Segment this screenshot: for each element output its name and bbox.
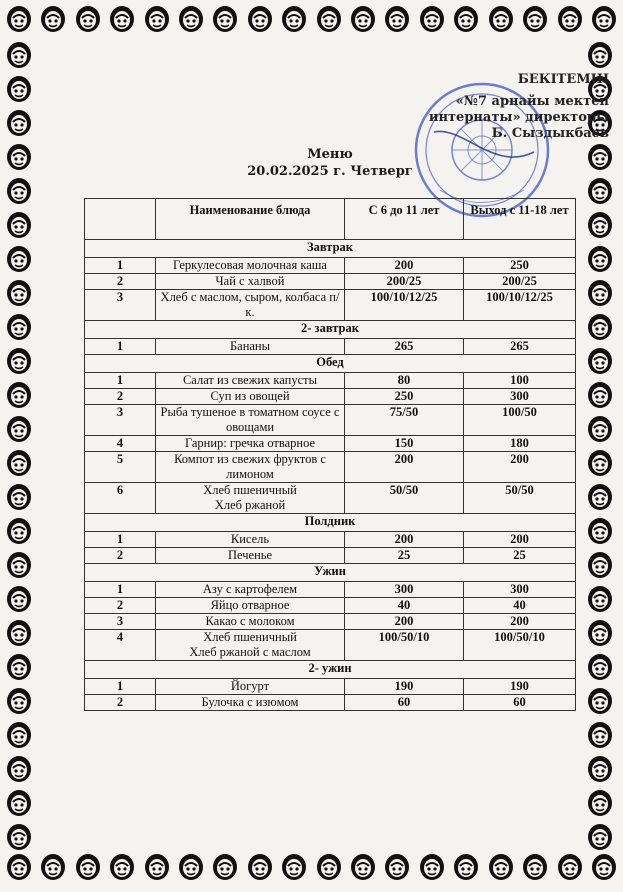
ornament-icon xyxy=(4,108,34,138)
row-number: 1 xyxy=(85,532,156,548)
ornament-icon xyxy=(4,584,34,614)
table-row xyxy=(85,483,576,514)
ornament-icon xyxy=(4,822,34,852)
ornament-icon xyxy=(4,414,34,444)
dish-name: Салат из свежих капусты xyxy=(156,373,345,389)
ornament-icon xyxy=(4,686,34,716)
decorative-border-right xyxy=(585,40,621,852)
dish-name: Чай с халвой xyxy=(156,274,345,290)
ornament-icon xyxy=(4,720,34,750)
section-row xyxy=(85,355,576,373)
approval-line-3: Б. Сыздыкбаев xyxy=(491,126,609,141)
decorative-border-top xyxy=(4,4,619,40)
dish-name: Хлеб с маслом, сыром, колбаса п/к. xyxy=(156,290,345,321)
dish-name: Хлеб пшеничный Хлеб ржаной с маслом xyxy=(156,630,345,661)
table-row xyxy=(85,614,576,630)
table-row xyxy=(85,436,576,452)
row-number: 2 xyxy=(85,274,156,290)
table-row xyxy=(85,452,576,483)
section-title: Завтрак xyxy=(85,240,576,258)
row-number: 3 xyxy=(85,614,156,630)
row-number: 4 xyxy=(85,630,156,661)
ornament-icon xyxy=(279,4,309,34)
portion-11-18: 180 xyxy=(464,436,576,452)
ornament-icon xyxy=(4,448,34,478)
portion-6-11: 300 xyxy=(345,582,464,598)
ornament-icon xyxy=(382,852,412,882)
portion-11-18: 40 xyxy=(464,598,576,614)
ornament-icon xyxy=(4,176,34,206)
ornament-icon xyxy=(245,4,275,34)
ornament-icon xyxy=(142,852,172,882)
portion-11-18: 25 xyxy=(464,548,576,564)
portion-6-11: 25 xyxy=(345,548,464,564)
section-title: Ужин xyxy=(85,564,576,582)
section-row xyxy=(85,321,576,339)
ornament-icon xyxy=(417,4,447,34)
portion-6-11: 190 xyxy=(345,679,464,695)
ornament-icon xyxy=(38,4,68,34)
portion-11-18: 190 xyxy=(464,679,576,695)
portion-6-11: 60 xyxy=(345,695,464,711)
dish-name: Хлеб пшеничный Хлеб ржаной xyxy=(156,483,345,514)
ornament-icon xyxy=(142,4,172,34)
ornament-icon xyxy=(585,652,615,682)
table-row xyxy=(85,695,576,711)
dish-name: Геркулесовая молочная каша xyxy=(156,258,345,274)
portion-11-18: 200 xyxy=(464,452,576,483)
row-number: 1 xyxy=(85,582,156,598)
section-row xyxy=(85,240,576,258)
ornament-icon xyxy=(585,380,615,410)
portion-6-11: 265 xyxy=(345,339,464,355)
column-header-dish: Наименование блюда xyxy=(156,199,345,240)
portion-11-18: 60 xyxy=(464,695,576,711)
row-number: 1 xyxy=(85,679,156,695)
ornament-icon xyxy=(585,414,615,444)
table-row xyxy=(85,339,576,355)
ornament-icon xyxy=(585,754,615,784)
portion-6-11: 200 xyxy=(345,258,464,274)
portion-6-11: 200 xyxy=(345,614,464,630)
ornament-icon xyxy=(585,40,615,70)
ornament-icon xyxy=(486,4,516,34)
dish-name: Булочка с изюмом xyxy=(156,695,345,711)
ornament-icon xyxy=(4,380,34,410)
ornament-icon xyxy=(585,550,615,580)
row-number: 5 xyxy=(85,452,156,483)
portion-11-18: 100/50 xyxy=(464,405,576,436)
ornament-icon xyxy=(4,74,34,104)
table-row xyxy=(85,405,576,436)
portion-6-11: 40 xyxy=(345,598,464,614)
table-row xyxy=(85,598,576,614)
section-row xyxy=(85,661,576,679)
portion-11-18: 200/25 xyxy=(464,274,576,290)
section-title: 2- завтрак xyxy=(85,321,576,339)
ornament-icon xyxy=(4,346,34,376)
ornament-icon xyxy=(589,852,619,882)
ornament-icon xyxy=(585,346,615,376)
portion-6-11: 200/25 xyxy=(345,274,464,290)
ornament-icon xyxy=(4,550,34,580)
portion-11-18: 200 xyxy=(464,532,576,548)
portion-6-11: 200 xyxy=(345,532,464,548)
table-row xyxy=(85,290,576,321)
row-number: 2 xyxy=(85,695,156,711)
table-row xyxy=(85,274,576,290)
ornament-icon xyxy=(555,4,585,34)
ornament-icon xyxy=(73,852,103,882)
ornament-icon xyxy=(348,852,378,882)
decorative-border-left xyxy=(4,40,40,852)
ornament-icon xyxy=(4,852,34,882)
ornament-icon xyxy=(585,618,615,648)
ornament-icon xyxy=(520,852,550,882)
ornament-icon xyxy=(4,788,34,818)
row-number: 2 xyxy=(85,548,156,564)
ornament-icon xyxy=(4,244,34,274)
ornament-icon xyxy=(4,618,34,648)
ornament-icon xyxy=(486,852,516,882)
ornament-icon xyxy=(585,176,615,206)
ornament-icon xyxy=(585,142,615,172)
table-row xyxy=(85,258,576,274)
portion-6-11: 50/50 xyxy=(345,483,464,514)
portion-6-11: 75/50 xyxy=(345,405,464,436)
ornament-icon xyxy=(585,482,615,512)
ornament-icon xyxy=(4,652,34,682)
portion-11-18: 200 xyxy=(464,614,576,630)
table-row xyxy=(85,389,576,405)
ornament-icon xyxy=(176,852,206,882)
portion-6-11: 80 xyxy=(345,373,464,389)
ornament-icon xyxy=(4,516,34,546)
ornament-icon xyxy=(4,312,34,342)
dish-name: Суп из овощей xyxy=(156,389,345,405)
column-header-age-6-11: С 6 до 11 лет xyxy=(345,199,464,240)
ornament-icon xyxy=(279,852,309,882)
menu-table xyxy=(84,198,576,711)
table-header-row xyxy=(85,199,576,240)
ornament-icon xyxy=(4,142,34,172)
ornament-icon xyxy=(585,210,615,240)
section-row xyxy=(85,514,576,532)
ornament-icon xyxy=(314,852,344,882)
row-number: 2 xyxy=(85,389,156,405)
ornament-icon xyxy=(585,448,615,478)
dish-name: Печенье xyxy=(156,548,345,564)
table-row xyxy=(85,373,576,389)
ornament-icon xyxy=(107,852,137,882)
ornament-icon xyxy=(585,822,615,852)
portion-6-11: 150 xyxy=(345,436,464,452)
ornament-icon xyxy=(589,4,619,34)
dish-name: Гарнир: гречка отварное xyxy=(156,436,345,452)
portion-11-18: 300 xyxy=(464,389,576,405)
ornament-icon xyxy=(4,40,34,70)
table-row xyxy=(85,532,576,548)
ornament-icon xyxy=(4,278,34,308)
dish-name: Рыба тушеное в томатном соусе с овощами xyxy=(156,405,345,436)
row-number: 1 xyxy=(85,258,156,274)
section-title: Обед xyxy=(85,355,576,373)
ornament-icon xyxy=(451,852,481,882)
dish-name: Компот из свежих фруктов с лимоном xyxy=(156,452,345,483)
dish-name: Яйцо отварное xyxy=(156,598,345,614)
portion-11-18: 100/10/12/25 xyxy=(464,290,576,321)
section-title: 2- ужин xyxy=(85,661,576,679)
portion-11-18: 300 xyxy=(464,582,576,598)
ornament-icon xyxy=(73,4,103,34)
ornament-icon xyxy=(555,852,585,882)
ornament-icon xyxy=(585,686,615,716)
row-number: 3 xyxy=(85,405,156,436)
ornament-icon xyxy=(4,482,34,512)
dish-name: Йогурт xyxy=(156,679,345,695)
dish-name: Азу с картофелем xyxy=(156,582,345,598)
decorative-border-bottom xyxy=(4,852,619,888)
row-number: 3 xyxy=(85,290,156,321)
ornament-icon xyxy=(585,312,615,342)
column-header-number xyxy=(85,199,156,240)
ornament-icon xyxy=(520,4,550,34)
ornament-icon xyxy=(417,852,447,882)
ornament-icon xyxy=(4,754,34,784)
ornament-icon xyxy=(382,4,412,34)
approval-line-1: «№7 арнайы мектеп xyxy=(455,94,609,109)
portion-6-11: 200 xyxy=(345,452,464,483)
table-row xyxy=(85,630,576,661)
ornament-icon xyxy=(585,788,615,818)
portion-6-11: 100/50/10 xyxy=(345,630,464,661)
ornament-icon xyxy=(451,4,481,34)
section-title: Полдник xyxy=(85,514,576,532)
menu-title: Меню xyxy=(307,147,353,162)
table-row xyxy=(85,582,576,598)
row-number: 1 xyxy=(85,373,156,389)
row-number: 2 xyxy=(85,598,156,614)
portion-6-11: 250 xyxy=(345,389,464,405)
ornament-icon xyxy=(210,4,240,34)
ornament-icon xyxy=(585,584,615,614)
ornament-icon xyxy=(245,852,275,882)
ornament-icon xyxy=(210,852,240,882)
ornament-icon xyxy=(176,4,206,34)
ornament-icon xyxy=(585,516,615,546)
approval-line-2: интернаты» директоры xyxy=(428,110,609,125)
row-number: 4 xyxy=(85,436,156,452)
row-number: 6 xyxy=(85,483,156,514)
row-number: 1 xyxy=(85,339,156,355)
menu-table-body xyxy=(85,240,576,711)
approval-title: БЕКІТЕМІН xyxy=(517,72,609,87)
dish-name: Бананы xyxy=(156,339,345,355)
portion-6-11: 100/10/12/25 xyxy=(345,290,464,321)
ornament-icon xyxy=(348,4,378,34)
ornament-icon xyxy=(4,210,34,240)
menu-date: 20.02.2025 г. Четверг xyxy=(247,164,413,179)
table-row xyxy=(85,548,576,564)
dish-name: Кисель xyxy=(156,532,345,548)
column-header-age-11-18: Выход с 11-18 лет xyxy=(464,199,576,240)
dish-name: Какао с молоком xyxy=(156,614,345,630)
portion-11-18: 50/50 xyxy=(464,483,576,514)
ornament-icon xyxy=(4,4,34,34)
portion-11-18: 265 xyxy=(464,339,576,355)
portion-11-18: 100 xyxy=(464,373,576,389)
section-row xyxy=(85,564,576,582)
ornament-icon xyxy=(585,720,615,750)
portion-11-18: 100/50/10 xyxy=(464,630,576,661)
ornament-icon xyxy=(38,852,68,882)
ornament-icon xyxy=(314,4,344,34)
ornament-icon xyxy=(107,4,137,34)
table-row xyxy=(85,679,576,695)
ornament-icon xyxy=(585,278,615,308)
portion-11-18: 250 xyxy=(464,258,576,274)
ornament-icon xyxy=(585,244,615,274)
